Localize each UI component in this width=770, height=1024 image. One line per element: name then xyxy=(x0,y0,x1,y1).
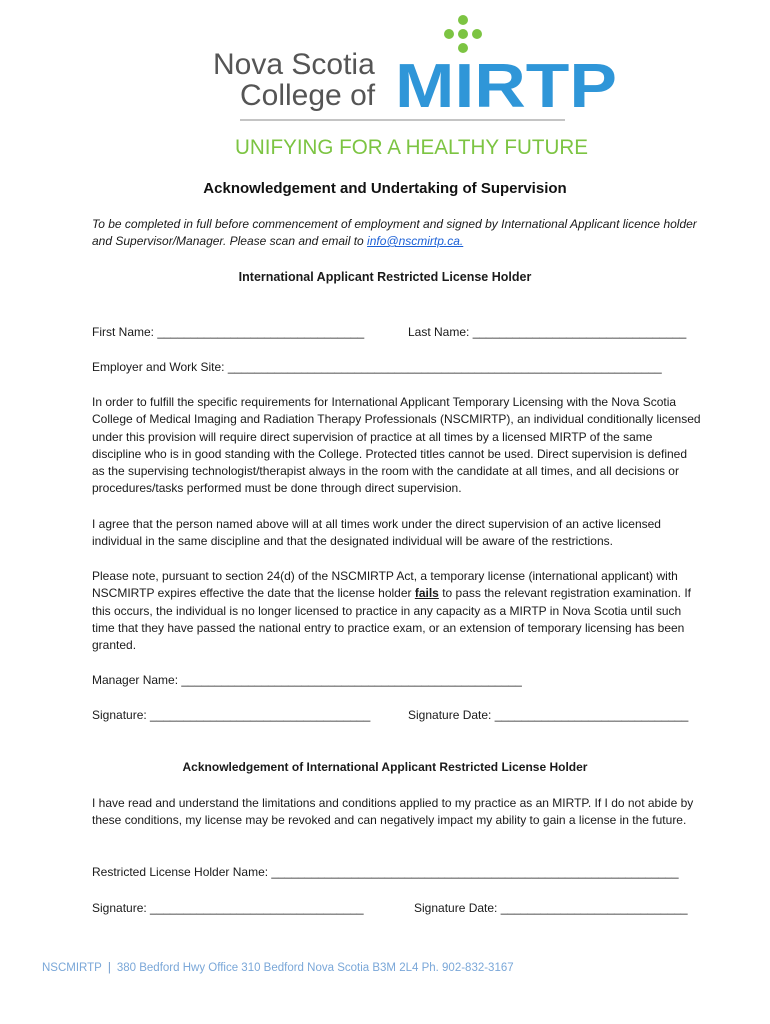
footer-address: 380 Bedford Hwy Office 310 Bedford Nova Scotia B3M 2L4 Ph. 902-832-3167 xyxy=(116,962,514,974)
expiry-note-text-a: Please note, pursuant to section 24(d) of the NSCMIRTP Act, a temporary license (international applicant) with NSCMIRTP expires effective the date that the license holder xyxy=(92,569,678,601)
footer-separator: | xyxy=(107,962,111,974)
footer-org: NSCMIRTP xyxy=(42,962,102,974)
requirements-paragraph: In order to fulfill the specific requirements for International Applicant Temporary Licensing with the Nova Scotia College of Medical Imaging and Radiation Therapy Professionals (NSCMIRTP), an individual conditionally licensed under this provision will require direct supervision of practice at all times by a licensed MIRTP of the same discipline who is in good standing with the College. Protected titles cannot be used. Direct supervision is defined as the supervising technologist/therapist always in the room with the candidate at all times, and all decisions or procedures/tasks performed must be done through direct supervision. xyxy=(92,395,701,496)
logo-acronym: MIRTP xyxy=(395,52,617,121)
employer-work-site-field[interactable]: Employer and Work Site: _________________________________________________________________ xyxy=(92,360,662,374)
holder-name-field[interactable]: Restricted License Holder Name: _____________________________________________________________ xyxy=(92,865,679,879)
fails-emphasis: fails xyxy=(414,586,439,601)
intro-text: To be completed in full before commencement of employment and signed by International Applicant licence holder and Supervisor/Manager. Please scan and email to xyxy=(92,217,697,248)
holder-acknowledgement-paragraph: I have read and understand the limitations and conditions applied to my practice as an MIRTP. If I do not abide by these conditions, my license may be revoked and can negatively impact my ability to gain a license in the future. xyxy=(92,796,694,828)
holder-signature-date-field[interactable]: Signature Date: ____________________________ xyxy=(414,901,688,915)
logo-line1: Nova Scotia xyxy=(213,48,375,81)
intro-instructions xyxy=(92,216,702,250)
section2-heading: Acknowledgement of International Applicant Restricted License Holder xyxy=(182,760,588,774)
manager-signature-field[interactable]: Signature: _________________________________ xyxy=(92,708,371,722)
holder-signature-field[interactable]: Signature: ________________________________ xyxy=(92,901,364,915)
manager-name-field[interactable]: Manager Name: ___________________________________________________ xyxy=(92,673,522,687)
green-cross-icon xyxy=(444,15,482,53)
section1-heading: International Applicant Restricted License Holder xyxy=(238,270,532,284)
document-title: Acknowledgement and Undertaking of Supervision xyxy=(203,180,567,197)
footer xyxy=(42,962,514,974)
manager-signature-date-field[interactable]: Signature Date: _____________________________ xyxy=(408,708,689,722)
agreement-paragraph: I agree that the person named above will at all times work under the direct supervision of an active licensed individual in the same discipline and that the designated individual will be aware of the restrictions. xyxy=(92,517,661,549)
expiry-note-paragraph xyxy=(92,568,702,654)
first-name-field[interactable]: First Name: _______________________________ xyxy=(92,325,365,339)
expiry-note-text-b: to pass the relevant registration examination. If this occurs, the individual is no longer licensed to practice in any capacity as a MIRTP in Nova Scotia until such time that they have passed the national entry to practice exam, or an extension of temporary licensing has been granted. xyxy=(92,586,691,653)
nscmirtp-logo xyxy=(205,14,625,164)
logo-tagline: UNIFYING FOR A HEALTHY FUTURE xyxy=(235,136,588,159)
last-name-field[interactable]: Last Name: ________________________________ xyxy=(408,325,687,339)
email-link[interactable]: info@nscmirtp.ca. xyxy=(367,234,464,248)
logo-line2: College of xyxy=(240,79,376,112)
